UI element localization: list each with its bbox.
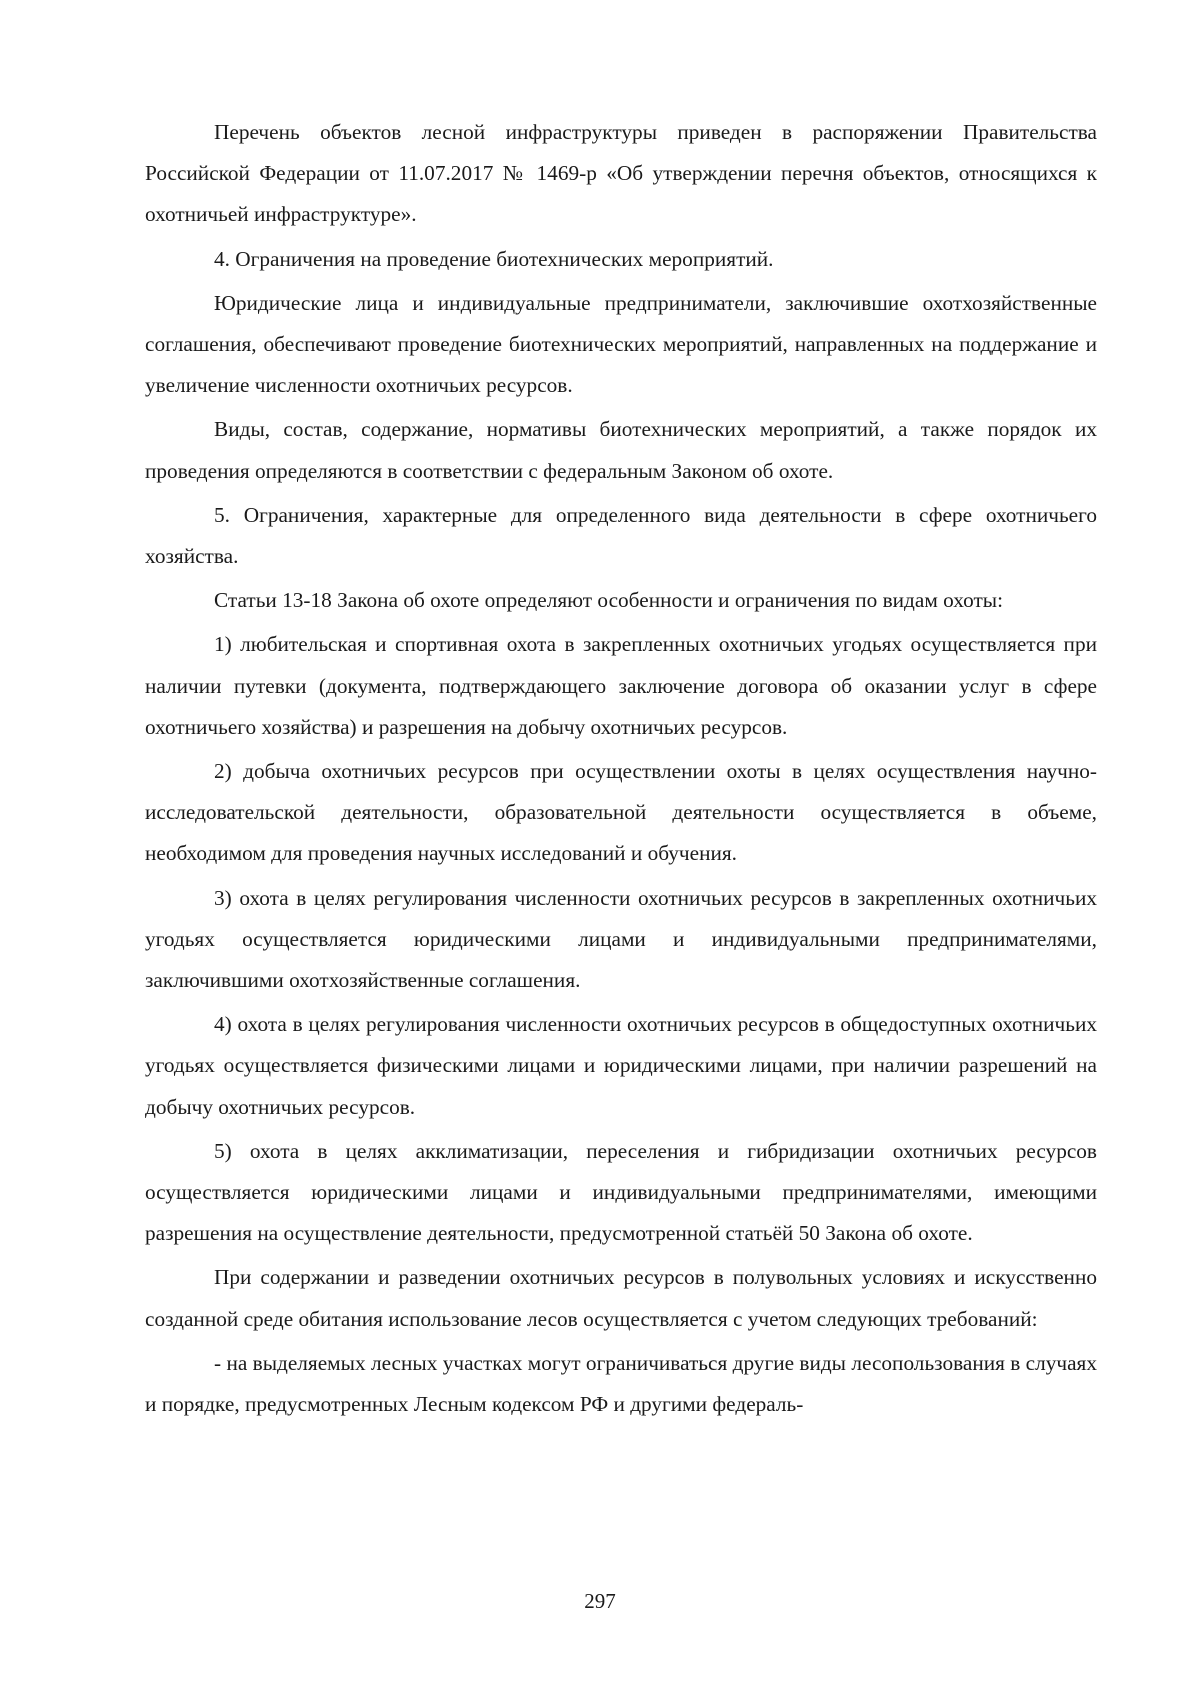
list-item-2-research-hunting: 2) добыча охотничьих ресурсов при осуществлении охоты в целях осуществления научно-исследовательской деятельности, образовательной деятельности осуществляется в объеме, необходимом для проведения научных исследований и обучения. (145, 759, 1097, 866)
paragraph-semi-free-conditions: При содержании и разведении охотничьих ресурсов в полувольных условиях и искусственно созданной среде обитания использование лесов осуществляется с учетом следующих требований: (145, 1265, 1097, 1331)
list-item-1-amateur-sport-hunting: 1) любительская и спортивная охота в закрепленных охотничьих угодьях осуществляется при наличии путевки (документа, подтверждающего заключение договора об оказании услуг в сфере охотничьего хозяйства) и разрешения на добычу охотничьих ресурсов. (145, 632, 1097, 739)
paragraph-articles-13-18: Статьи 13-18 Закона об охоте определяют особенности и ограничения по видам охоты: (214, 588, 1003, 613)
list-item-5-acclimatization: 5) охота в целях акклиматизации, переселения и гибридизации охотничьих ресурсов осуществляется юридическими лицами и индивидуальными предпринимателями, имеющими разрешения на осуществление деятельности, предусмотренной статьёй 50 Закона об охоте. (145, 1138, 1097, 1246)
paragraph-legal-entities-biotechnical: Юридические лица и индивидуальные предприниматели, заключившие охотхозяйственные соглашения, обеспечивают проведение биотехнических мероприятий, направленных на поддержание и увеличение численности охотничьих ресурсов. (145, 290, 1097, 398)
list-item-3-regulation-fixed-grounds: 3) охота в целях регулирования численности охотничьих ресурсов в закрепленных охотничьих угодьях осуществляется юридическими лицами и индивидуальными предпринимателями, заключившими охотхозяйственные соглашения. (145, 885, 1097, 993)
paragraph-heading-biotechnical-restrictions: 4. Ограничения на проведение биотехнических мероприятий. (214, 246, 774, 271)
paragraph-heading-activity-restrictions: 5. Ограничения, характерные для определенного вида деятельности в сфере охотничьего хозяйства. (145, 502, 1097, 569)
paragraph-biotechnical-norms: Виды, состав, содержание, нормативы биотехнических мероприятий, а также порядок их проведения определяются в соответствии с федеральным Законом об охоте. (145, 417, 1097, 483)
list-item-4-regulation-public-grounds: 4) охота в целях регулирования численности охотничьих ресурсов в общедоступных охотничьих угодьях осуществляется физическими лицами и юридическими лицами, при наличии разрешений на добычу охотничьих ресурсов. (145, 1012, 1097, 1119)
list-item-dash-forest-plots: - на выделяемых лесных участках могут ограничиваться другие виды лесопользования в случаях и порядке, предусмотренных Лесным кодексом РФ и другими федераль- (145, 1350, 1097, 1417)
paragraph-forest-infrastructure-list: Перечень объектов лесной инфраструктуры приведен в распоряжении Правительства Российской Федерации от 11.07.2017 № 1469-р «Об утверждении перечня объектов, относящихся к охотничьей инфраструктуре». (145, 120, 1097, 227)
page-number: 297 (584, 1589, 616, 1613)
document-body (145, 112, 1097, 1428)
